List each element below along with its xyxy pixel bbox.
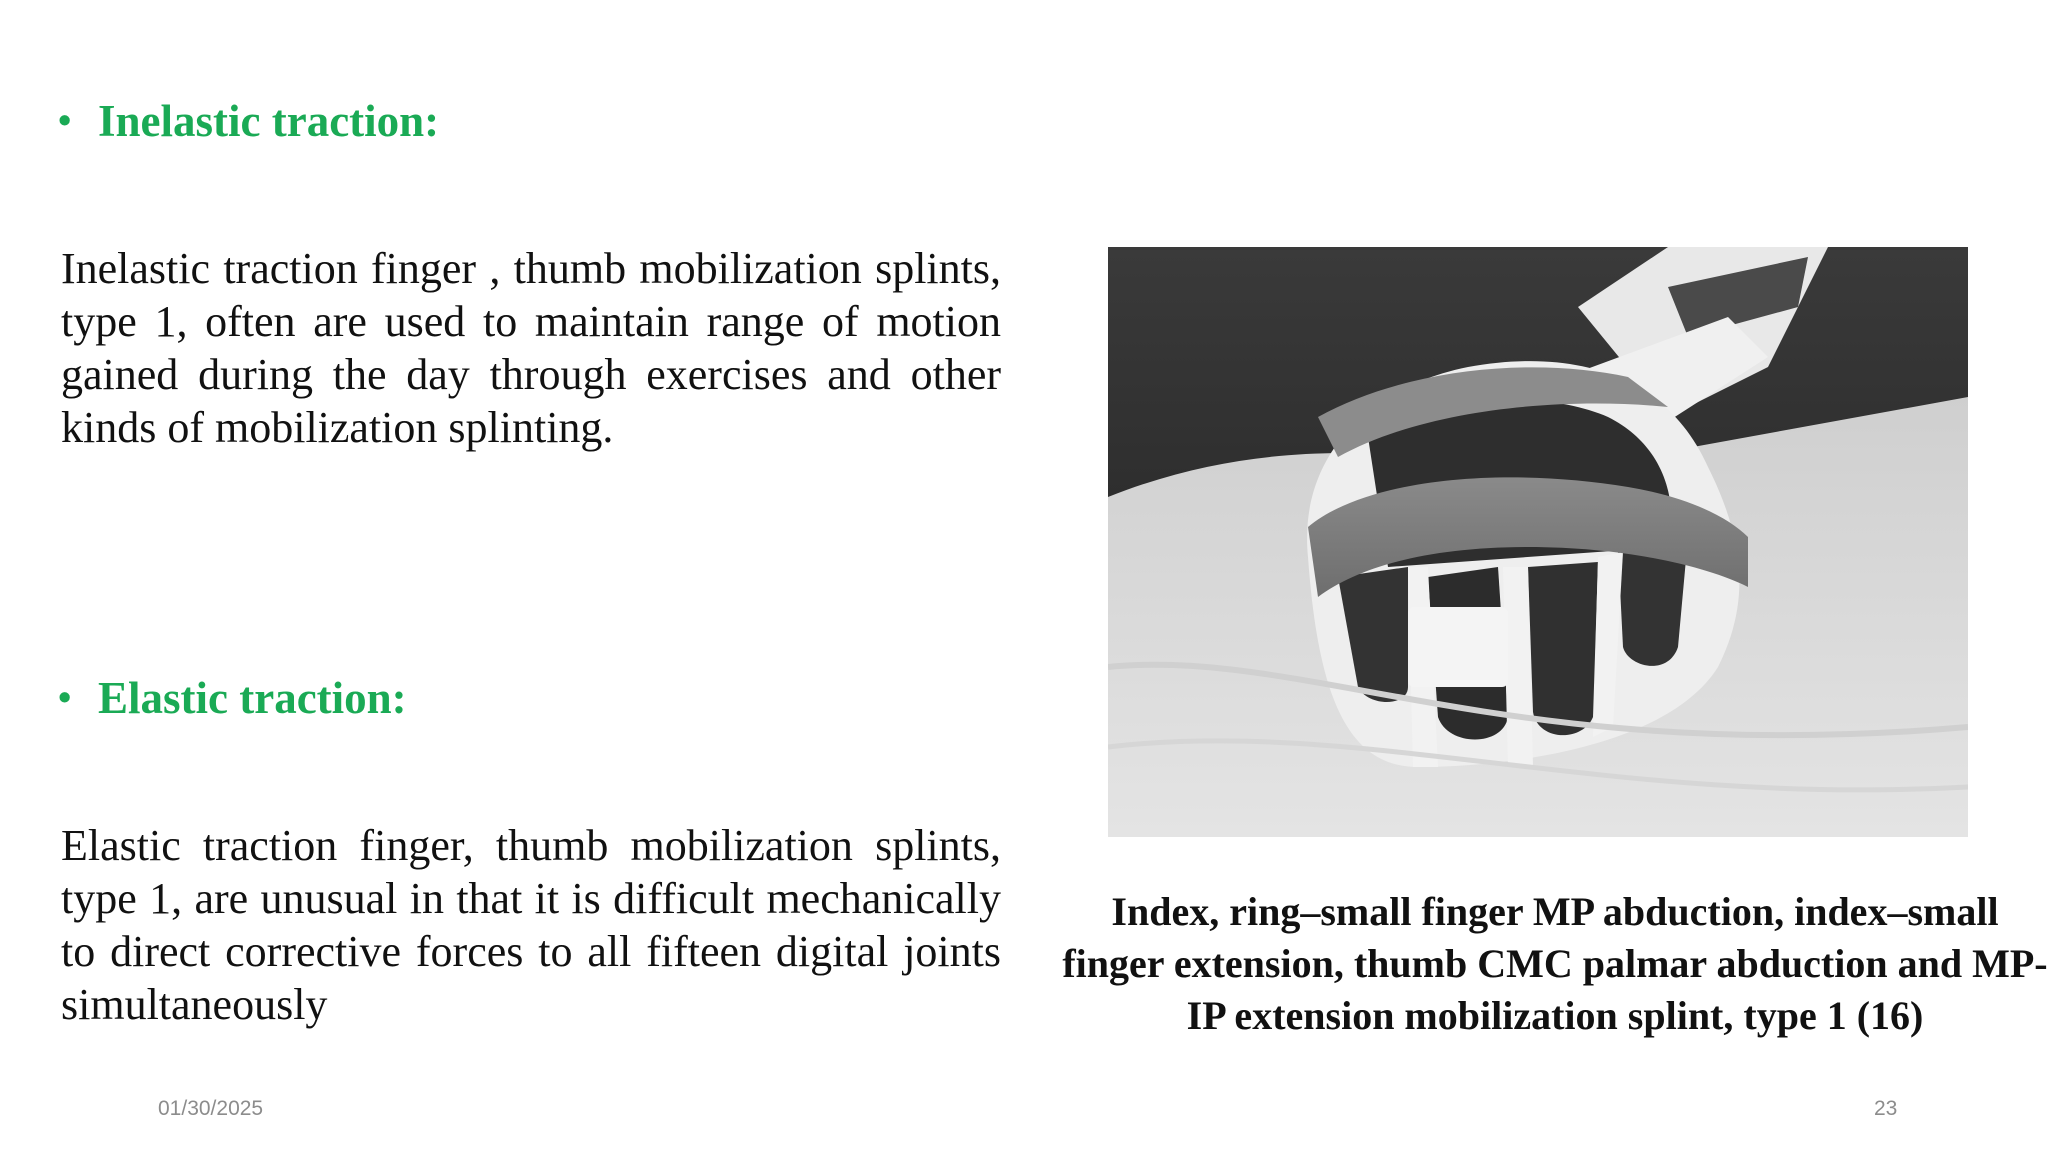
paragraph-elastic-traction: Elastic traction finger, thumb mobilization splints, type 1, are unusual in that it is difficult mechanically to direct corrective forces to all fifteen digital joints simultaneously: [61, 821, 1001, 1029]
heading-elastic-label: Elastic traction:: [98, 673, 407, 723]
figure-caption: Index, ring–small finger MP abduction, index–small finger extension, thumb CMC palmar abduction and MP-IP extension mobilization splint, type 1 (16): [1062, 889, 2048, 1038]
footer-date: 01/30/2025: [158, 1097, 264, 1120]
splint-photo: [1108, 247, 1968, 837]
bullet-icon: •: [58, 100, 72, 142]
paragraph-inelastic-traction: Inelastic traction finger , thumb mobilization splints, type 1, often are used to maintain range of motion gained during the day through exercises and other kinds of mobilization splinting.: [61, 244, 1001, 452]
heading-elastic-traction: [58, 674, 407, 724]
heading-inelastic-label: Inelastic traction:: [98, 96, 440, 146]
page-number: 23: [1874, 1097, 1898, 1120]
bullet-icon: •: [58, 677, 72, 719]
heading-inelastic-traction: [58, 97, 439, 147]
